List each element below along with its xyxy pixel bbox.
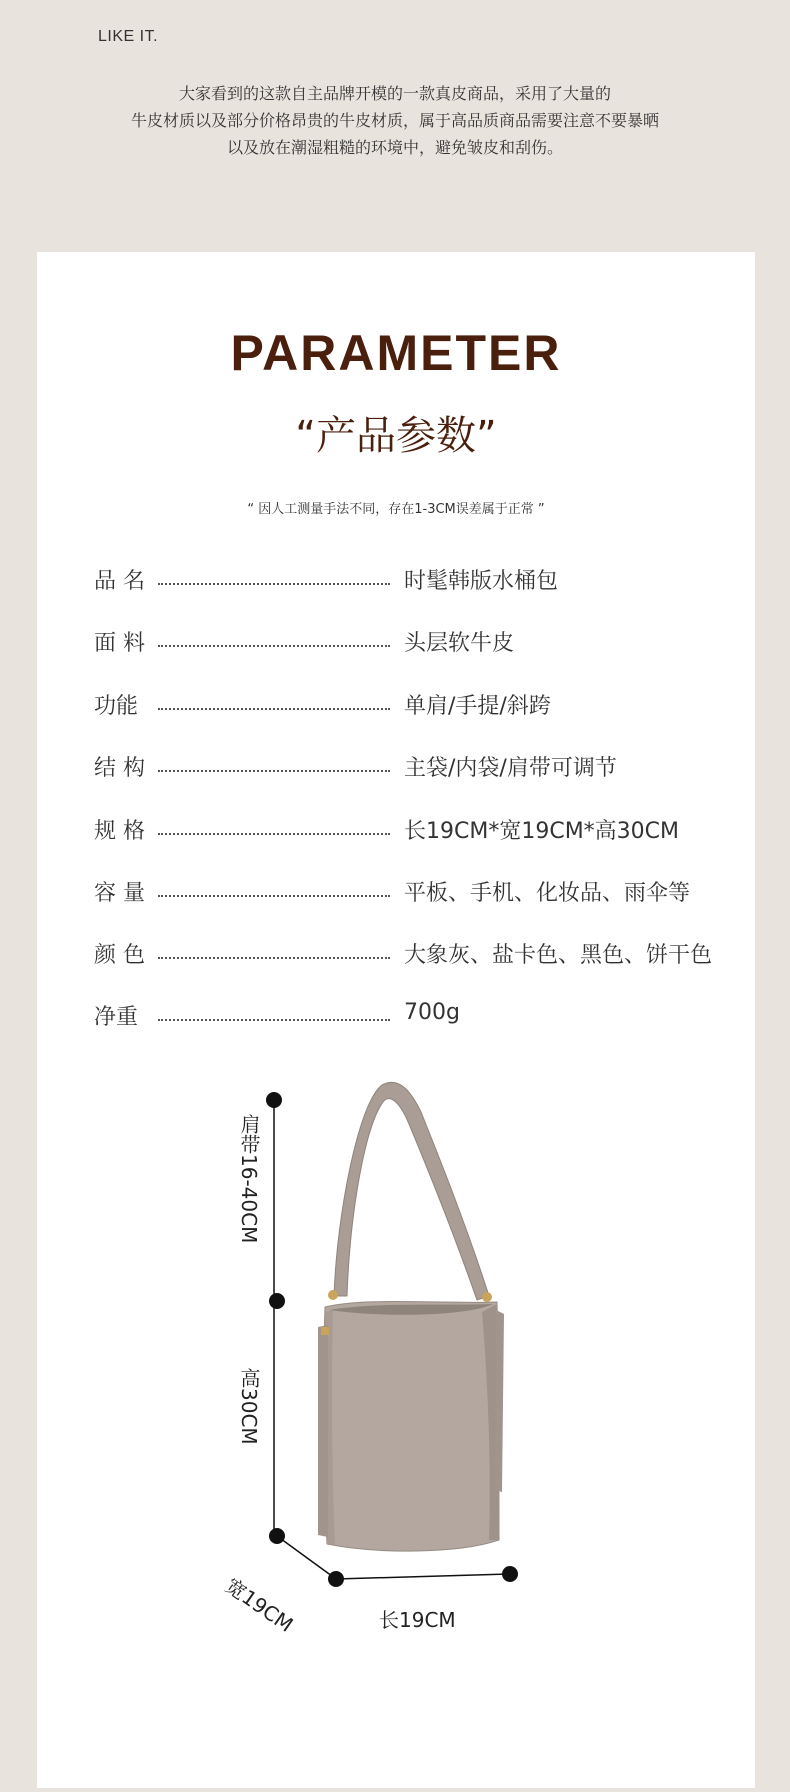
- param-key: 结 构: [94, 756, 145, 781]
- section-title-en: PARAMETER: [230, 325, 562, 381]
- section-title-cn: “产品参数”: [295, 413, 497, 459]
- param-key: 容 量: [94, 881, 145, 906]
- param-value: 主袋/内袋/肩带可调节: [404, 756, 617, 781]
- param-key: 净重: [94, 1005, 139, 1030]
- param-value: 单肩/手提/斜跨: [404, 694, 551, 719]
- width-label: 宽19CM: [220, 1573, 298, 1637]
- param-value: 头层软牛皮: [404, 631, 515, 656]
- bucket-bag-image: [318, 1082, 504, 1551]
- intro-text: [0, 80, 790, 161]
- dimension-dot: [269, 1293, 285, 1309]
- parameter-card: [37, 252, 755, 1788]
- param-key: 功能: [94, 694, 139, 719]
- param-value: 700g: [404, 1000, 460, 1025]
- dimension-dot: [328, 1571, 344, 1587]
- length-line: [336, 1574, 510, 1579]
- like-it-label: LIKE IT.: [98, 28, 159, 45]
- length-label: 长19CM: [379, 1608, 456, 1632]
- bag-dimension-figure: [37, 252, 755, 1788]
- strap-length-label: 肩带16-40CM: [237, 1114, 261, 1244]
- intro-line: 牛皮材质以及部分价格昂贵的牛皮材质，属于高品质商品需要注意不要暴晒: [130, 111, 659, 130]
- intro-line: 大家看到的这款自主品牌开模的一款真皮商品，采用了大量的: [178, 84, 611, 103]
- height-label: 高30CM: [237, 1368, 261, 1445]
- intro-line: 以及放在潮湿粗糙的环境中，避免皱皮和刮伤。: [226, 138, 563, 157]
- param-key: 面 料: [94, 631, 145, 656]
- param-key: 规 格: [94, 819, 145, 844]
- dimension-dot: [266, 1092, 282, 1108]
- param-key: 颜 色: [94, 943, 145, 968]
- top-banner: [0, 0, 790, 252]
- dimension-dot: [269, 1528, 285, 1544]
- param-value: 时髦韩版水桶包: [404, 569, 559, 594]
- param-value: 平板、手机、化妆品、雨伞等: [404, 881, 691, 906]
- measurement-note: “ 因人工测量手法不同，存在1-3CM误差属于正常 ”: [247, 502, 545, 517]
- dimension-dot: [502, 1566, 518, 1582]
- param-value: 长19CM*宽19CM*高30CM: [404, 819, 680, 844]
- param-value: 大象灰、盐卡色、黑色、饼干色: [404, 943, 713, 968]
- param-key: 品 名: [94, 569, 145, 594]
